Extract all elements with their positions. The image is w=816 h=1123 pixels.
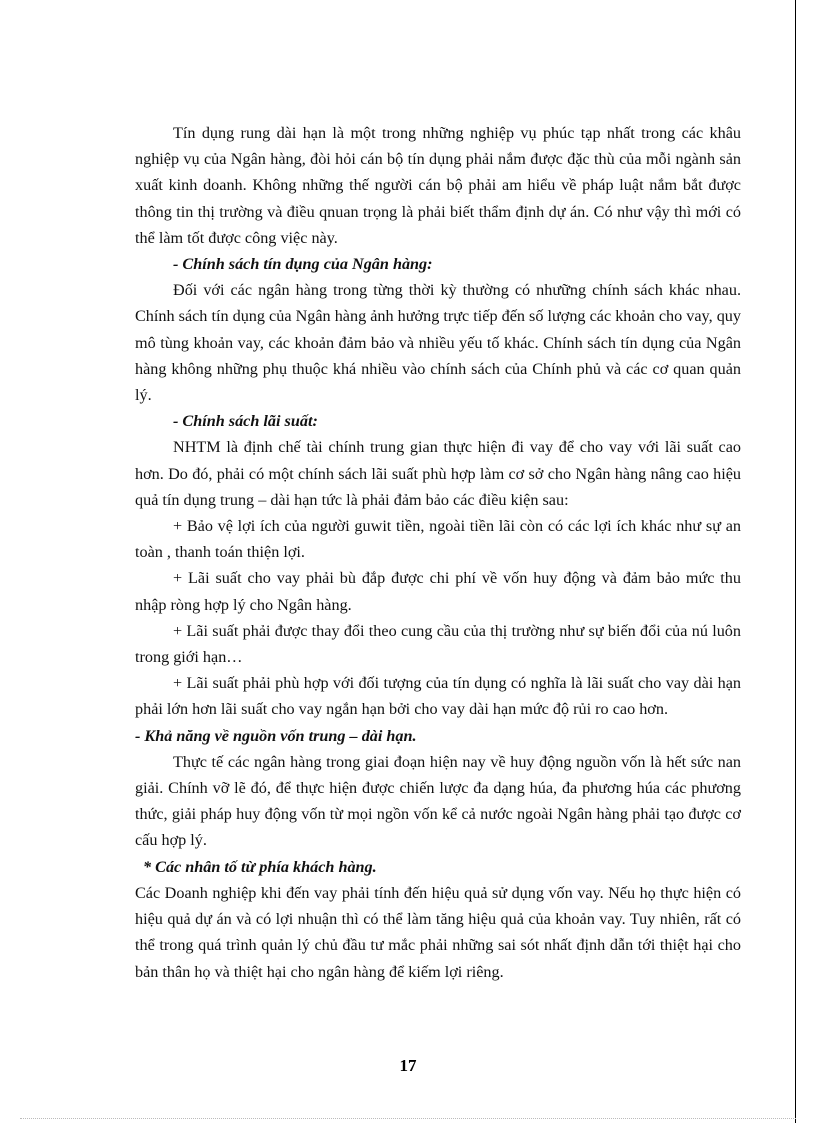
heading-customer-factors: * Các nhân tố từ phía khách hàng.: [143, 857, 377, 876]
page-bottom-divider: [20, 1118, 796, 1119]
paragraph-long-term-credit: Tín dụng rung dài hạn là một trong những nghiệp vụ phúc tạp nhất trong các khâu nghiệp vụ của Ngân hàng, đòi hỏi cán bộ tín dụng phải nắm được đặc thù của mỗi ngành sản xuất kinh doanh. Không những thế người cán bộ phải am hiểu về pháp luật nắm bắt được thông tin thị trường và điều qnuan trọng là phải biết thẩm định dự án. Có như vậy thì mới có thể làm tốt được công việc này.: [135, 124, 741, 247]
list-item-depositor-benefit: + Bảo vệ lợi ích của người guwit tiền, ngoài tiền lãi còn có các lợi ích khác như sự an toàn , thanh toán thiện lợi.: [135, 517, 741, 562]
heading-capital-capacity: - Khả năng về nguồn vốn trung – dài hạn.: [135, 726, 417, 745]
list-item-market-change: + Lãi suất phải được thay đổi theo cung cầu của thị trường như sự biến đổi của nú luôn trong giới hạn…: [135, 621, 741, 667]
page-number: 17: [399, 1056, 417, 1075]
paragraph-capital-mobilization: Thực tế các ngân hàng trong giai đoạn hiện nay về huy động nguồn vốn là hết sức nan giải. Chính vỡ lẽ đó, để thực hiện được chiến lược đa dạng húa, đa phương húa các phương thức, giải pháp huy động vốn từ mọi ngồn vốn kể cả nước ngoài Ngân hàng phải tạo được cơ cấu hợp lý.: [135, 752, 741, 850]
heading-credit-policy: - Chính sách tín dụng của Ngân hàng:: [173, 255, 433, 274]
paragraph-credit-policy: Đối với các ngân hàng trong từng thời kỳ thường có nhưững chính sách khác nhau. Chính sách tín dụng của Ngân hàng ảnh hưởng trực tiếp đến số lượng các khoản cho vay, quy mô tùng khoản vay, các khoản đảm bảo và nhiều yếu tố khác. Chính sách tín dụng của Ngân hàng không những phụ thuộc khá nhiều vào chính sách của Chính phủ và các cơ quan quản lý.: [135, 281, 741, 405]
paragraph-nhtm: NHTM là định chế tài chính trung gian thực hiện đi vay để cho vay với lãi suất cao hơn. Do đó, phải có một chính sách lãi suất phù hợp làm cơ sở cho Ngân hàng nâng cao hiệu quả tín dụng trung – dài hạn tức là phải đảm bảo các điều kiện sau:: [135, 438, 741, 509]
document-page: [135, 120, 741, 985]
page-frame-right-line: [795, 0, 796, 1123]
list-item-risk-match: + Lãi suất phải phù hợp với đối tượng của tín dụng có nghĩa là lãi suất cho vay dài hạn phải lớn hơn lãi suất cho vay ngắn hạn bởi cho vay dài hạn mức độ rủi ro cao hơn.: [135, 674, 741, 719]
paragraph-customer-factors: Các Doanh nghiệp khi đến vay phải tính đến hiệu quả sử dụng vốn vay. Nếu họ thực hiện có hiệu quả dự án và có lợi nhuận thì có thể làm tăng hiệu quả của khoản vay. Tuy nhiên, rất có thể trong quá trình quản lý chủ đầu tư mắc phải những sai sót nhất định dẫn tới thiệt hại cho bản thân họ và thiệt hại cho ngân hàng để kiếm lợi riêng.: [135, 883, 741, 981]
heading-interest-policy: - Chính sách lãi suất:: [173, 412, 318, 431]
list-item-cost-coverage: + Lãi suất cho vay phải bù đắp được chi phí về vốn huy động và đảm bảo mức thu nhập ròng hợp lý cho Ngân hàng.: [135, 569, 741, 614]
